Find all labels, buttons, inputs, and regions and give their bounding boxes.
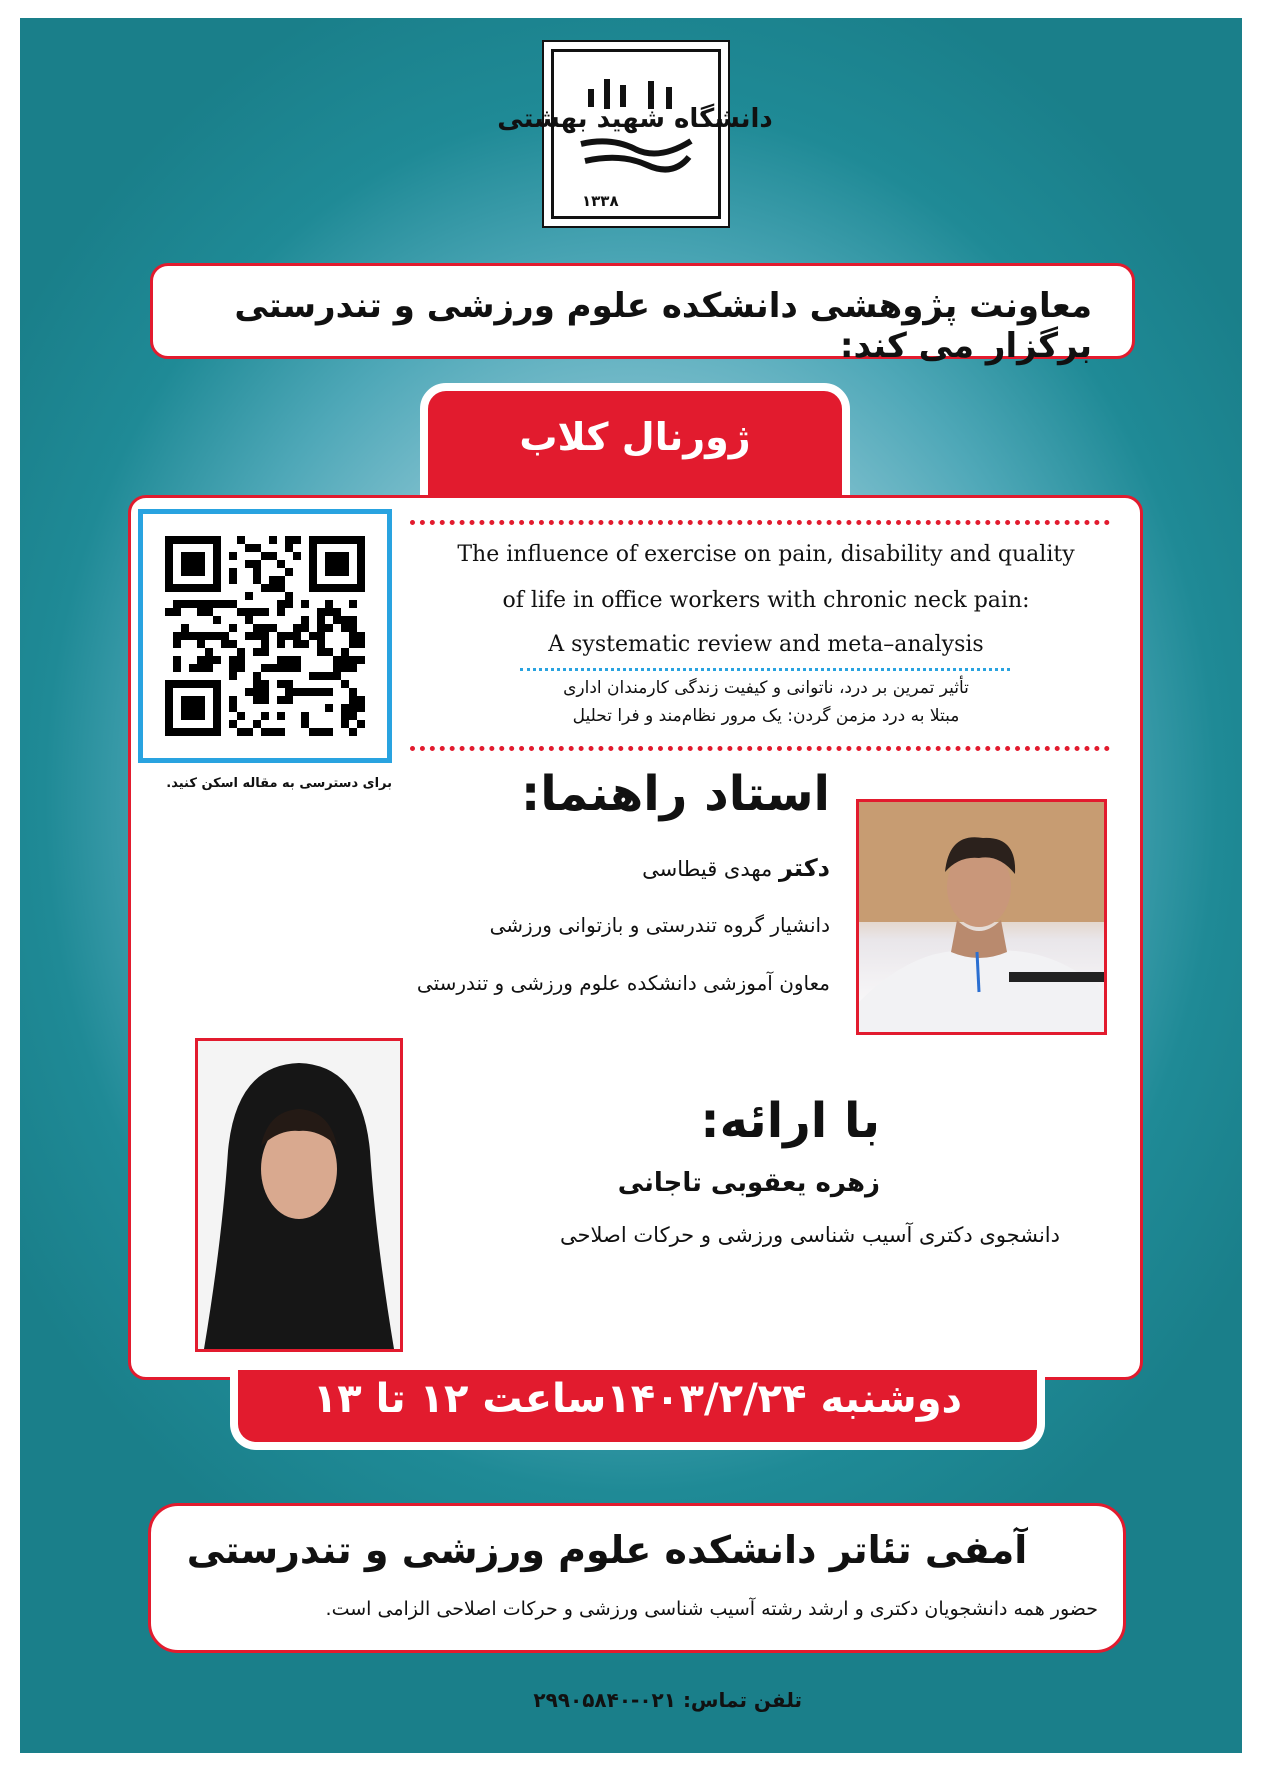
supervisor-position-2: معاون آموزشی دانشکده علوم ورزشی و تندرستی bbox=[416, 971, 830, 995]
organizer-box bbox=[150, 263, 1135, 366]
qr-code-frame[interactable] bbox=[138, 509, 392, 763]
organizer-text: معاونت پژوهشی دانشکده علوم ورزشی و تندرستی برگزار می کند: bbox=[234, 286, 1092, 366]
supervisor-portrait-icon bbox=[859, 802, 1104, 1032]
qr-code-icon[interactable] bbox=[165, 536, 365, 736]
supervisor-title: دکتر bbox=[779, 854, 830, 882]
venue-place: آمفی تئاتر دانشکده علوم ورزشی و تندرستی bbox=[186, 1528, 1028, 1572]
article-title-en-2: of life in office workers with chronic neck pain: bbox=[502, 588, 1030, 613]
presenter-portrait-icon bbox=[198, 1041, 400, 1349]
logo-year: ۱۳۳۸ bbox=[582, 192, 619, 210]
venue-note: حضور همه دانشجویان دکتری و ارشد رشته آسیب شناسی ورزشی و حرکات اصلاحی الزامی است. bbox=[325, 1598, 1098, 1620]
poster-background bbox=[20, 18, 1242, 1753]
contact-phone[interactable]: ۰۲۱-۲۹۹۰۵۸۴۰ bbox=[533, 1688, 676, 1712]
article-title-en-1: The influence of exercise on pain, disability and quality bbox=[457, 542, 1075, 567]
article-title-fa-2: مبتلا به درد مزمن گردن: یک مرور نظام‌مند و فرا تحلیل bbox=[572, 706, 960, 726]
venue-box bbox=[148, 1503, 1126, 1653]
divider-bottom bbox=[410, 746, 1110, 751]
qr-caption: برای دسترسی به مقاله اسکن کنید. bbox=[166, 776, 392, 791]
supervisor-heading: استاد راهنما: bbox=[521, 766, 830, 822]
article-title-en-3: A systematic review and meta–analysis bbox=[548, 632, 984, 657]
supervisor-name: مهدی قیطاسی bbox=[642, 857, 773, 881]
article-title-fa-1: تأثیر تمرین بر درد، ناتوانی و کیفیت زندگی کارمندان اداری bbox=[563, 678, 969, 698]
date-time: دوشنبه ۱۴۰۳/۲/۲۴ساعت ۱۲ تا ۱۳ bbox=[312, 1376, 963, 1422]
logo-text-line-1: دانشگاه شهید بهشتی bbox=[497, 104, 773, 134]
contact-line bbox=[220, 1688, 802, 1712]
presenter-position: دانشجوی دکتری آسیب شناسی ورزشی و حرکات اصلاحی bbox=[560, 1223, 1060, 1247]
university-logo bbox=[497, 40, 773, 228]
university-calligraphy-logo bbox=[497, 49, 773, 217]
presenter-name: زهره یعقوبی تاجانی bbox=[617, 1168, 880, 1198]
divider-top bbox=[410, 520, 1110, 525]
date-time-bar bbox=[230, 1370, 1045, 1450]
supervisor-photo bbox=[856, 799, 1107, 1035]
event-title: ژورنال کلاب bbox=[519, 415, 751, 459]
presenter-photo bbox=[195, 1038, 403, 1352]
supervisor-position-1: دانشیار گروه تندرستی و بازتوانی ورزشی bbox=[489, 913, 830, 937]
divider-blue bbox=[520, 668, 1010, 671]
supervisor-name-line bbox=[540, 854, 830, 882]
presenter-heading: با ارائه: bbox=[700, 1093, 880, 1149]
contact-label: تلفن تماس: bbox=[682, 1688, 802, 1712]
